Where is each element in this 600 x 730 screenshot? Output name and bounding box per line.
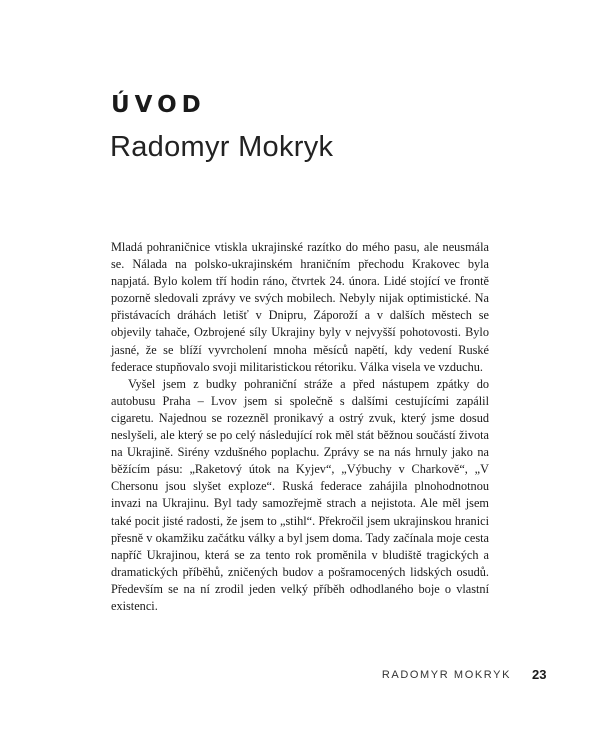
chapter-label: ÚVOD: [111, 92, 206, 118]
running-head: RADOMYR MOKRYK: [381, 669, 511, 681]
body-text: [111, 239, 489, 615]
author-name: Radomyr Mokryk: [110, 131, 334, 163]
paragraph-2: Vyšel jsem z budky pohraniční stráže a před nástupem zpátky do autobusu Praha – Lvov jsem si společně s dalšími cestujícími zapálil cigaretu. Najednou se rozezněl pronikavý a ostrý zvuk, který jsme dosud neslyšeli, ale který se po celý následující rok měl stát běžnou součástí života na Ukrajině. Sirény vzdušného poplachu. Zprávy se na nás hrnuly jako na běžícím pásu: „Raketový útok na Kyjev“, „Výbuchy v Charkově“, „V Chersonu jsou slyšet exploze“. Ruská federace zahájila plnohodnotnou invazi na Ukrajinu. Byl tady samozřejmě strach a nejistota. Ale měl jsem také pocit jisté radosti, že jsem to „stihl“. Překročil jsem ukrajinskou hranici přesně v okamžiku začátku války a byl jsem doma. Tady začínala moje cesta napříč Ukrajinou, která se za tento rok proměnila v bludiště tragických a dramatických příběhů, zničených budov a pošramocených lidských osudů. Především se na ní zrodil jeden velký příběh odhodlaného boje o vlastní existenci.: [111, 376, 489, 613]
paragraph-1: Mladá pohraničnice vtiskla ukrajinské razítko do mého pasu, ale neusmála se. Nálada na polsko-ukrajinském hraničním přechodu Krakovec byla napjatá. Bylo kolem tří hodin ráno, čtvrtek 24. února. Lidé stojící ve frontě pozorně sledovali zprávy ve svých mobilech. Nebyly nijak optimistické. Na přistávacích dráhách letišť v Dnipru, Záporoží a v dalších městech se objevily tahače, Ozbrojené síly Ukrajiny byly v nejvyšší pohotovosti. Bylo jasné, že se blíží vyvrcholení mnoha měsíců napětí, kdy vedení Ruské federace stupňovalo svoji militaristickou rétoriku. Válka visela ve vzduchu.: [111, 240, 489, 374]
page-number: 23: [532, 667, 547, 682]
